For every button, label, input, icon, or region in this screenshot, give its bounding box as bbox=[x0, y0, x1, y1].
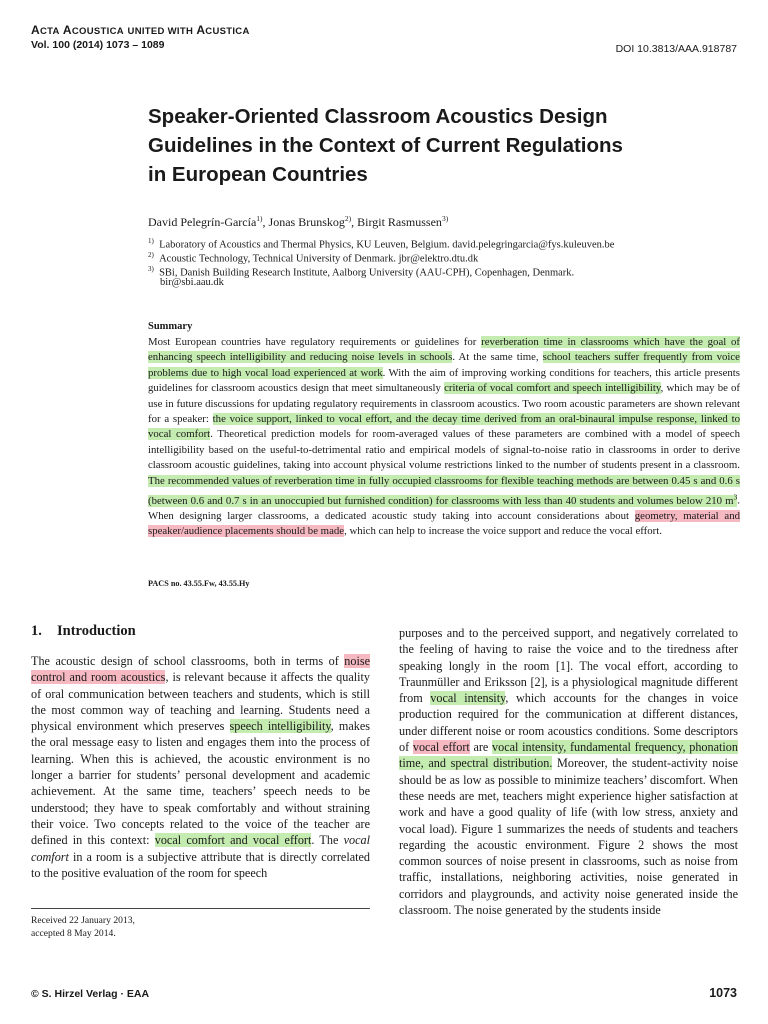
intro-column-right: purposes and to the perceived support, and negatively correlated to the feeling of having to raise the voice and to the tiredness after speaking longly in the room [1]. The vocal effort, according to Traunmüller and Eriksson [2], is a physiological magnitude different from vocal intensity, which accounts for the changes in voice production required for the communication at different distances, under different noise or room acoustics conditions. Some descriptors of vocal effort are vocal intensity, fundamental frequency, phonation time, and spectral distribution. Moreover, the student-activity noise should be as low as possible to minimize teachers’ discomfort. When these needs are met, teachers might experience higher satisfaction at work and have a good quality of life (with low stress, anxiety and vocal load). Figure 1 summarizes the needs of students and teachers regarding the acoustic environment. Figure 2 shows the most common sources of noise present in classrooms, such as noise from traffic, installations, neighboring activities, noise generated in corridors and playgrounds, and activity noise generated inside the classroom. The noise generated by the students inside bbox=[399, 626, 739, 918]
section-heading-introduction: 1. Introduction bbox=[31, 623, 136, 639]
highlight-green: school teachers suffer frequently from voice problems due to high vocal load experienced at work bbox=[148, 351, 740, 379]
affiliation-3-email: bir@sbi.aau.dk bbox=[160, 277, 224, 288]
highlight-green: vocal intensity, fundamental frequency, phonation time, and spectral distribution. bbox=[399, 740, 738, 771]
footnote-divider bbox=[31, 908, 370, 909]
journal-name: ACTA ACOUSTICA UNITED WITH ACUSTICA bbox=[31, 23, 250, 37]
highlight-red: geometry, material and speaker/audience placements should be made bbox=[148, 510, 740, 538]
page-number: 1073 bbox=[709, 986, 737, 1000]
doi: DOI 10.3813/AAA.918787 bbox=[615, 43, 737, 55]
summary-heading: Summary bbox=[148, 321, 193, 332]
received-dates: Received 22 January 2013, accepted 8 May 2014. bbox=[31, 915, 135, 939]
affiliation-3: $^{3)}$ SBi, Danish Building Research Institute, Aalborg University (AAU-CPH), Copenhagen, Denmark. bbox=[148, 265, 575, 279]
highlight-green: criteria of vocal comfort and speech intelligibility bbox=[444, 382, 661, 395]
highlight-green: the voice support, linked to vocal effort, and the decay time derived from an oral-binaural impulse response, linked to vocal comfort bbox=[148, 413, 740, 441]
publisher: © S. Hirzel Verlag · EAA bbox=[31, 988, 150, 1000]
article-title: Speaker-Oriented Classroom Acoustics Design Guidelines in the Context of Current Regulations in European Countries bbox=[148, 105, 623, 186]
affiliation-1: $^{1)}$ Laboratory of Acoustics and Thermal Physics, KU Leuven, Belgium. david.pelegringarcia@fys.kuleuven.be bbox=[148, 237, 615, 251]
summary-text: Most European countries have regulatory requirements or guidelines for reverberation time in classrooms which have the goal of enhancing speech intelligibility and reducing noise levels in schools. At the same time, school teachers suffer frequently from voice problems due to high vocal load experienced at work. With the aim of improving working conditions for teachers, this article presents guidelines for classroom acoustics design that meet simultaneously criteria of vocal comfort and speech intelligibility, which may be of use in future discussions for updating regulatory requirements in classroom acoustics. Two room acoustic parameters are shown relevant for a speaker: the voice support, linked to vocal effort, and the decay time derived from an oral-binaural impulse response, linked to vocal comfort. Theoretical prediction models for room-averaged values of these parameters are combined with a model of speech intelligibility based on the useful-to-detrimental ratio and empirical models of signal-to-noise ratio in classrooms in order to derive classroom acoustic guidelines, taking into account physical volume restrictions linked to the number of students present in a classroom. The recommended values of reverberation time in fully occupied classrooms for flexible teaching methods are between 0.45 s and 0.6 s (between 0.6 and 0.7 s in an unoccupied but furnished condition) for classrooms with less than 40 students and volumes below 210 $m^3$. When designing larger classrooms, a dedicated acoustic study taking into account considerations about geometry, material and speaker/audience placements should be made, which can help to increase the voice support and reduce the vocal effort. bbox=[148, 336, 741, 538]
highlight-green: vocal comfort and vocal effort bbox=[154, 833, 312, 848]
highlight-green: vocal intensity bbox=[430, 691, 506, 706]
affiliation-2: $^{2)}$ Acoustic Technology, Technical University of Denmark. jbr@elektro.dtu.dk bbox=[148, 251, 479, 265]
author-list: David Pelegrín-García$^{1)}$, Jonas Brunskog$^{2)}$, Birgit Rasmussen$^{3)}$ bbox=[148, 214, 449, 229]
highlight-green: reverberation time in classrooms which have the goal of enhancing speech intelligibility and reducing noise levels in schools bbox=[148, 336, 741, 364]
highlight-red: noise control and room acoustics bbox=[31, 654, 370, 685]
highlight-green: The recommended values of reverberation time in fully occupied classrooms for flexible teaching methods are between 0.45 s and 0.6 s (between 0.6 and 0.7 s in an unoccupied but furnished condition) for classrooms with less than 40 students and volumes below 210 $m^3$ bbox=[148, 474, 740, 507]
pacs-numbers: PACS no. 43.55.Fw, 43.55.Hy bbox=[148, 579, 250, 588]
volume-info: Vol. 100 (2014) 1073 – 1089 bbox=[31, 39, 165, 51]
intro-column-left: The acoustic design of school classrooms, both in terms of noise control and room acoustics, is relevant because it affects the quality of oral communication between teachers and students, which is still the most common way of teaching and learning. Students need a physical environment which preserves speech intelligibility, makes the oral message easy to listen and engages them into the process of learning. When this is achieved, the acoustic environment is no longer a barrier for students’ personal development and academic achievement. At the same time, teachers’ speech needs to be understood; they have to speak comfortably and without straining their voice. Two concepts related to the voice of the teacher are defined in this context: vocal comfort and vocal effort. The vocal comfort in a room is a subjective attribute that is directly correlated to the positive evaluation of the room for speech bbox=[31, 654, 370, 880]
highlight-red: vocal effort bbox=[412, 740, 470, 755]
highlight-green: speech intelligibility bbox=[229, 719, 331, 734]
